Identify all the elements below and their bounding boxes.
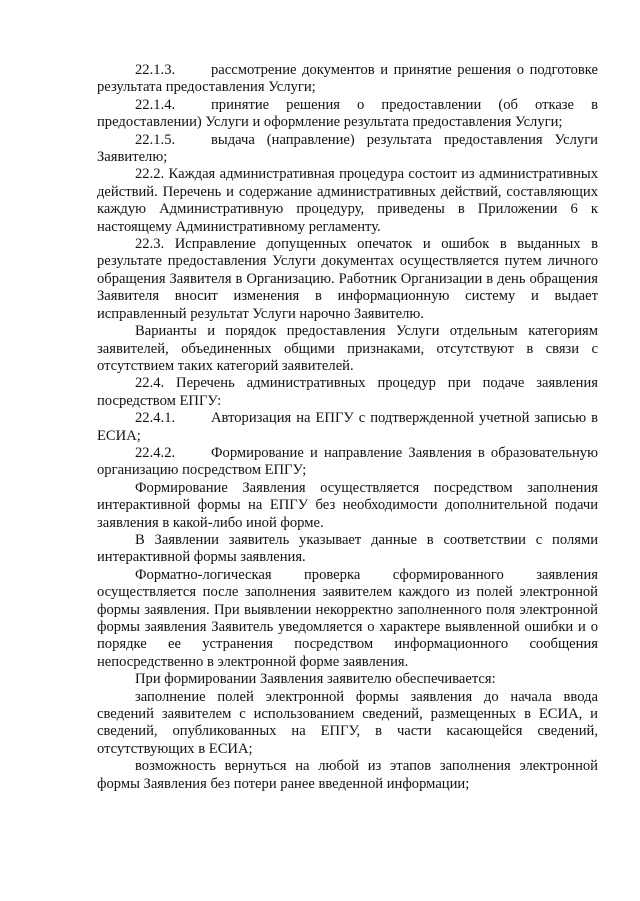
paragraph-text: принятие решения о предоставлении (об отказе в предоставлении) Услуги и оформление результата предоставления Услуги; — [97, 96, 598, 131]
paragraph-22-4: 22.4. Перечень административных процедур при подаче заявления посредством ЕПГУ: — [97, 375, 598, 409]
paragraph-22-4-2 — [97, 445, 598, 480]
paragraph-number: 22.1.3. — [135, 62, 176, 78]
paragraph-text: выдача (направление) результата предоставления Услуги Заявителю; — [97, 131, 598, 166]
paragraph-22-1-5 — [97, 132, 598, 167]
paragraph-text: Авторизация на ЕПГУ с подтвержденной учетной записью в ЕСИА; — [97, 410, 598, 444]
paragraph-number: 22.4.1. — [135, 410, 176, 427]
paragraph-applicant-data: В Заявлении заявитель указывает данные в соответствии с полями интерактивной формы заявления. — [97, 531, 598, 566]
paragraph-number: 22.1.5. — [135, 131, 176, 148]
paragraph-22-1-3 — [97, 62, 598, 97]
paragraph-text: рассмотрение документов и принятие решения о подготовке результата предоставления Услуги; — [97, 62, 598, 96]
paragraph-format-check: Форматно-логическая проверка сформированного заявления осуществляется после заполнения заявителем каждого из полей электронной формы заявления. При выявлении некорректно заполненного поля электронной формы заявления Заявитель уведомляется о характере выявленной ошибки и о порядке ее устранения посредством информационного сообщения непосредственно в электронной форме заявления. — [97, 566, 598, 670]
paragraph-22-2: 22.2. Каждая административная процедура состоит из административных действий. Перечень и содержание административных действий, составляющих каждую Административную процедуру, приведены в Приложении 6 к настоящему Административному регламенту. — [97, 166, 598, 235]
paragraph-22-3: 22.3. Исправление допущенных опечаток и ошибок в выданных в результате предоставления Услуги документах осуществляется путем личного обращения Заявителя в Организацию. Работник Организации в день обращения Заявителя вносит изменения в информационную систему и выдает исправленный результат Услуги нарочно Заявителю. — [97, 236, 598, 322]
paragraph-22-4-1 — [97, 410, 598, 445]
paragraph-variants: Варианты и порядок предоставления Услуги отдельным категориям заявителей, объединенных общими признаками, отсутствуют в связи с отсутствием таких категорий заявителей. — [97, 323, 598, 374]
paragraph-number: 22.4.2. — [135, 444, 176, 461]
document-page — [97, 62, 598, 793]
paragraph-prefill: заполнение полей электронной формы заявления до начала ввода сведений заявителем с использованием сведений, размещенных в ЕСИА, и сведений, опубликованных на ЕПГУ, в части касающейся сведений, отсутствующих в ЕСИА; — [97, 688, 598, 757]
paragraph-return: возможность вернуться на любой из этапов заполнения электронной формы Заявления без потери ранее введенной информации; — [97, 758, 598, 792]
paragraph-number: 22.1.4. — [135, 96, 176, 113]
paragraph-form-creation: Формирование Заявления осуществляется посредством заполнения интерактивной формы на ЕПГУ без необходимости дополнительной подачи заявления в какой-либо иной форме. — [97, 479, 598, 531]
paragraph-text: Формирование и направление Заявления в образовательную организацию посредством ЕПГУ; — [97, 444, 598, 479]
paragraph-22-1-4 — [97, 97, 598, 132]
paragraph-provided: При формировании Заявления заявителю обеспечивается: — [135, 671, 496, 688]
